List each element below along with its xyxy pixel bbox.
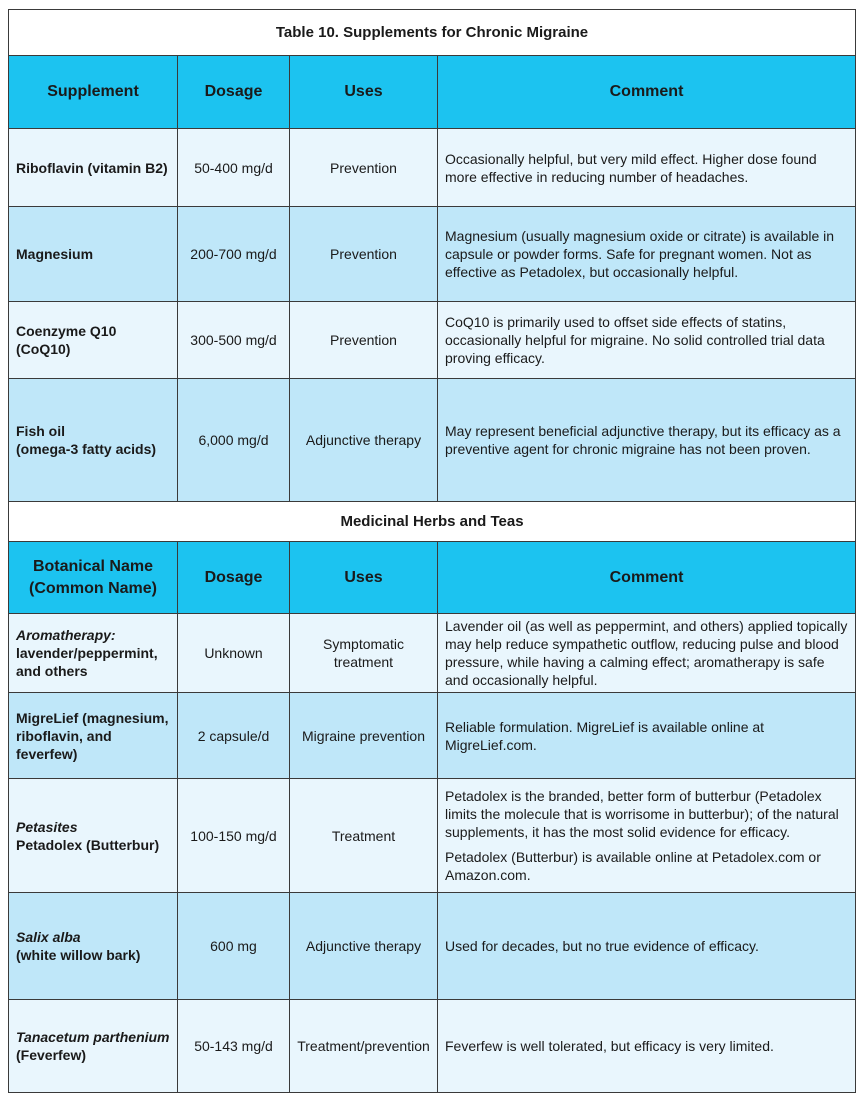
herb-name-rest: (Feverfew) — [16, 1047, 87, 1063]
header-uses: Uses — [290, 56, 438, 129]
herb-name — [9, 893, 178, 1000]
uses-cell: Adjunctive therapy — [290, 379, 438, 502]
header-botanical-line2: (Common Name) — [28, 579, 157, 597]
comment-cell: Occasionally helpful, but very mild effect. Higher dose found more effective in reducing number of headaches. — [438, 129, 856, 207]
supplement-name-line2: (omega-3 fatty acids) — [16, 441, 157, 457]
table-row — [9, 893, 856, 1000]
supplement-name — [9, 379, 178, 502]
header-dosage: Dosage — [178, 56, 290, 129]
herb-name-rest: Petadolex (Butterbur) — [16, 836, 160, 853]
herbs-section-title: Medicinal Herbs and Teas — [9, 502, 856, 542]
uses-cell: Prevention — [290, 302, 438, 379]
header-comment: Comment — [438, 56, 856, 129]
dosage-cell: Unknown — [178, 614, 290, 693]
herb-name-italic: Tanacetum parthenium — [16, 1029, 170, 1045]
table-row — [9, 614, 856, 693]
herbs-title-row — [9, 502, 856, 542]
table-row — [9, 129, 856, 207]
herb-name — [9, 1000, 178, 1093]
table-title-row — [9, 10, 856, 56]
dosage-cell: 200-700 mg/d — [178, 207, 290, 302]
dosage-cell: 100-150 mg/d — [178, 779, 290, 893]
supplement-name: Magnesium — [9, 207, 178, 302]
supplement-name-line1: Fish oil — [16, 423, 65, 439]
table-row — [9, 207, 856, 302]
comment-cell: May represent beneficial adjunctive therapy, but its efficacy as a preventive agent for chronic migraine has not been proven. — [438, 379, 856, 502]
comment-cell: Feverfew is well tolerated, but efficacy is very limited. — [438, 1000, 856, 1093]
dosage-cell: 50-400 mg/d — [178, 129, 290, 207]
uses-line2: treatment — [333, 654, 394, 670]
header-comment: Comment — [438, 542, 856, 614]
herb-name — [9, 779, 178, 893]
supplement-name: Coenzyme Q10 (CoQ10) — [9, 302, 178, 379]
table-row — [9, 693, 856, 779]
dosage-cell: 600 mg — [178, 893, 290, 1000]
comment-cell: Reliable formulation. MigreLief is available online at MigreLief.com. — [438, 693, 856, 779]
header-botanical-name — [9, 542, 178, 614]
herb-header-row — [9, 542, 856, 614]
dosage-cell: 50-143 mg/d — [178, 1000, 290, 1093]
supplements-table — [8, 9, 856, 1093]
uses-cell: Migraine prevention — [290, 693, 438, 779]
dosage-cell: 2 capsule/d — [178, 693, 290, 779]
supplement-header-row — [9, 56, 856, 129]
table-row — [9, 302, 856, 379]
uses-cell — [290, 614, 438, 693]
uses-cell: Prevention — [290, 207, 438, 302]
comment-cell — [438, 779, 856, 893]
dosage-cell: 6,000 mg/d — [178, 379, 290, 502]
herb-name-italic: Aromatherapy: — [16, 627, 116, 643]
supplement-name: Riboflavin (vitamin B2) — [9, 129, 178, 207]
herb-name-italic: Petasites — [16, 818, 78, 835]
comment-paragraph: Petadolex (Butterbur) is available online at Petadolex.com or Amazon.com. — [445, 849, 821, 883]
herb-name-rest: (white willow bark) — [16, 947, 141, 963]
comment-cell: Lavender oil (as well as peppermint, and others) applied topically may help reduce sympathetic outflow, reducing pulse and blood pressure, while having a calming effect; aromatherapy is safe and occasionally helpful. — [438, 614, 856, 693]
uses-cell: Treatment/prevention — [290, 1000, 438, 1093]
comment-paragraph: Petadolex is the branded, better form of butterbur (Petadolex limits the molecule that is worrisome in butterbur); of the natural supplements, it has the most solid evidence for efficacy. — [445, 788, 839, 840]
uses-cell: Prevention — [290, 129, 438, 207]
table-title: Table 10. Supplements for Chronic Migraine — [9, 10, 856, 56]
dosage-cell: 300-500 mg/d — [178, 302, 290, 379]
table-row — [9, 379, 856, 502]
comment-cell: Magnesium (usually magnesium oxide or citrate) is available in capsule or powder forms. Safe for pregnant women. Not as effective as Petadolex, but occasionally helpful. — [438, 207, 856, 302]
header-uses: Uses — [290, 542, 438, 614]
uses-line1: Symptomatic — [323, 636, 404, 652]
uses-cell: Treatment — [290, 779, 438, 893]
table-row — [9, 779, 856, 893]
uses-cell: Adjunctive therapy — [290, 893, 438, 1000]
comment-cell: CoQ10 is primarily used to offset side effects of statins, occasionally helpful for migraine. No solid controlled trial data proving efficacy. — [438, 302, 856, 379]
comment-cell: Used for decades, but no true evidence of efficacy. — [438, 893, 856, 1000]
header-botanical-line1: Botanical Name — [32, 557, 154, 575]
table-row — [9, 1000, 856, 1093]
herb-name-italic: Salix alba — [16, 929, 81, 945]
header-dosage: Dosage — [178, 542, 290, 614]
header-supplement: Supplement — [9, 56, 178, 129]
herb-name-rest: lavender/peppermint, and others — [16, 645, 158, 679]
herb-name — [9, 614, 178, 693]
herb-name: MigreLief (magnesium, riboflavin, and feverfew) — [9, 693, 178, 779]
